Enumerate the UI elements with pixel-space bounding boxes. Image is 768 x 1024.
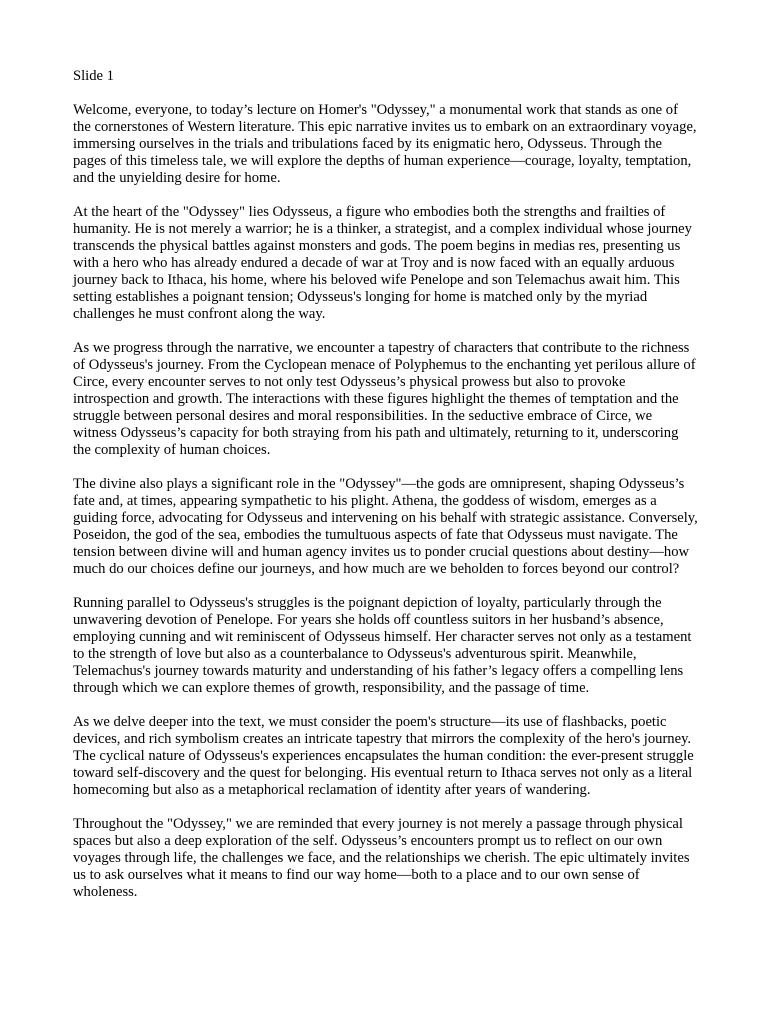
paragraph-4: The divine also plays a significant role in the "Odyssey"—the gods are omnipresent, shaping Odysseus’s fate and, at times, appearing sympathetic to his plight. Athena, the goddess of wisdom, emerges as a guiding force, advocating for Odysseus and intervening on his behalf with strategic assistance. Conversely, Poseidon, the god of the sea, embodies the tumultuous aspects of fate that Odysseus must navigate. The tension between divine will and human agency invites us to ponder crucial questions about destiny—how much do our choices define our journeys, and how much are we beholden to forces beyond our control? bbox=[73, 476, 698, 577]
paragraph-7: Throughout the "Odyssey," we are reminded that every journey is not merely a passage through physical spaces but also a deep exploration of the self. Odysseus’s encounters prompt us to reflect on our own voyages through life, the challenges we face, and the relationships we cherish. The epic ultimately invites us to ask ourselves what it means to find our way home—both to a place and to our own sense of wholeness. bbox=[73, 816, 690, 900]
document-body bbox=[73, 68, 698, 918]
paragraph-3: As we progress through the narrative, we encounter a tapestry of characters that contribute to the richness of Odysseus's journey. From the Cyclopean menace of Polyphemus to the enchanting yet perilous allure of Circe, every encounter serves to not only test Odysseus’s physical prowess but also to provoke introspection and growth. The interactions with these figures highlight the themes of temptation and the struggle between personal desires and moral responsibilities. In the seductive embrace of Circe, we witness Odysseus’s capacity for both straying from his path and ultimately, returning to it, underscoring the complexity of human choices. bbox=[73, 340, 696, 458]
paragraph-1: Welcome, everyone, to today’s lecture on Homer's "Odyssey," a monumental work that stands as one of the cornerstones of Western literature. This epic narrative invites us to embark on an extraordinary voyage, immersing ourselves in the trials and tribulations faced by its enigmatic hero, Odysseus. Through the pages of this timeless tale, we will explore the depths of human experience—courage, loyalty, temptation, and the unyielding desire for home. bbox=[73, 102, 697, 186]
paragraph-2: At the heart of the "Odyssey" lies Odysseus, a figure who embodies both the strengths and frailties of humanity. He is not merely a warrior; he is a thinker, a strategist, and a complex individual whose journey transcends the physical battles against monsters and gods. The poem begins in medias res, presenting us with a hero who has already endured a decade of war at Troy and is now faced with an equally arduous journey back to Ithaca, his home, where his beloved wife Penelope and son Telemachus await him. This setting establishes a poignant tension; Odysseus's longing for home is matched only by the myriad challenges he must confront along the way. bbox=[73, 204, 692, 322]
paragraph-6: As we delve deeper into the text, we must consider the poem's structure—its use of flashbacks, poetic devices, and rich symbolism creates an intricate tapestry that mirrors the complexity of the hero's journey. The cyclical nature of Odysseus's experiences encapsulates the human condition: the ever-present struggle toward self-discovery and the quest for belonging. His eventual return to Ithaca serves not only as a literal homecoming but also as a metaphorical reclamation of identity after years of wandering. bbox=[73, 714, 694, 798]
paragraph-5: Running parallel to Odysseus's struggles is the poignant depiction of loyalty, particularly through the unwavering devotion of Penelope. For years she holds off countless suitors in her husband’s absence, employing cunning and wit reminiscent of Odysseus himself. Her character serves not only as a testament to the strength of love but also as a counterbalance to Odysseus's adventurous spirit. Meanwhile, Telemachus's journey towards maturity and understanding of his father’s legacy offers a compelling lens through which we can explore themes of growth, responsibility, and the passage of time. bbox=[73, 595, 692, 696]
slide-label: Slide 1 bbox=[73, 68, 114, 84]
